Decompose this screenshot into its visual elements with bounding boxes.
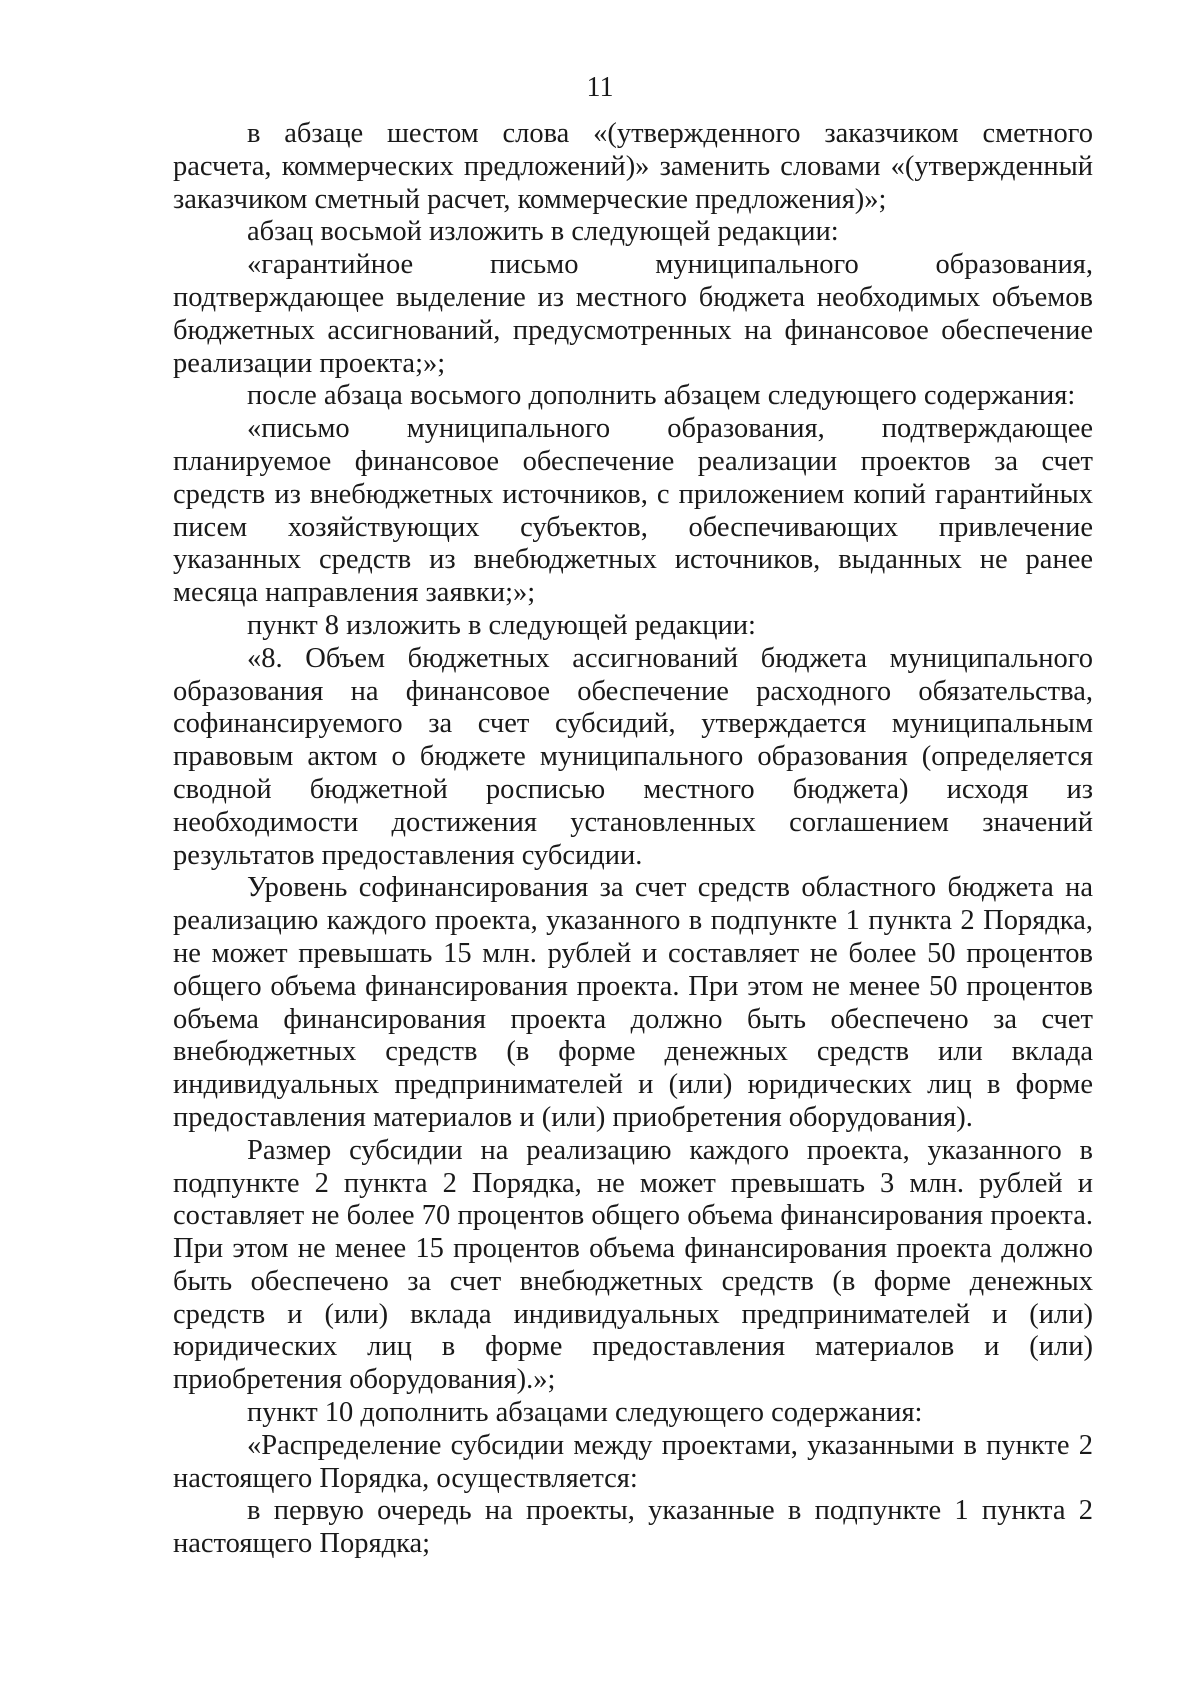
page-number: 11 [586, 72, 614, 103]
paragraph: в абзаце шестом слова «(утвержденного заказчиком сметного расчета, коммерческих предложений)» заменить словами «(утвержденный заказчиком сметный расчет, коммерческие предложения)»; [173, 118, 1093, 215]
paragraph: после абзаца восьмого дополнить абзацем следующего содержания: [247, 380, 1076, 412]
paragraph: Размер субсидии на реализацию каждого проекта, указанного в подпункте 2 пункта 2 Порядка, не может превышать 3 млн. рублей и составляет не более 70 процентов общего объема финансирования проекта. При этом не менее 15 процентов объема финансирования проекта должно быть обеспечено за счет внебюджетных средств (в форме денежных средств и (или) вклада индивидуальных предпринимателей и (или) юридических лиц в форме предоставления материалов и (или) приобретения оборудования).»; [173, 1134, 1093, 1396]
paragraph: абзац восьмой изложить в следующей редакции: [247, 216, 839, 248]
paragraph: Уровень софинансирования за счет средств областного бюджета на реализацию каждого проекта, указанного в подпункте 1 пункта 2 Порядка, не может превышать 15 млн. рублей и составляет не более 50 процентов общего объема финансирования проекта. При этом не менее 50 процентов объема финансирования проекта должно быть обеспечено за счет внебюджетных средств (в форме денежных средств или вклада индивидуальных предпринимателей и (или) юридических лиц в форме предоставления материалов и (или) приобретения оборудования). [173, 872, 1093, 1133]
paragraph: «гарантийное письмо муниципального образования, подтверждающее выделение из местного бюджета необходимых объемов бюджетных ассигнований, предусмотренных на финансовое обеспечение реализации проекта;»; [173, 249, 1093, 379]
paragraph: «Распределение субсидии между проектами, указанными в пункте 2 настоящего Порядка, осуществляется: [173, 1429, 1093, 1494]
paragraph: «8. Объем бюджетных ассигнований бюджета муниципального образования на финансовое обеспечение расходного обязательства, софинансируемого за счет субсидий, утверждается муниципальным правовым актом о бюджете муниципального образования (определяется сводной бюджетной росписью местного бюджета) исходя из необходимости достижения установленных соглашением значений результатов предоставления субсидии. [173, 642, 1093, 871]
paragraph: пункт 8 изложить в следующей редакции: [247, 609, 756, 641]
document-body [173, 118, 1093, 1561]
paragraph: пункт 10 дополнить абзацами следующего содержания: [247, 1397, 923, 1429]
paragraph: «письмо муниципального образования, подтверждающее планируемое финансовое обеспечение реализации проектов за счет средств из внебюджетных источников, с приложением копий гарантийных писем хозяйствующих субъектов, обеспечивающих привлечение указанных средств из внебюджетных источников, выданных не ранее месяца направления заявки;»; [173, 413, 1093, 609]
paragraph: в первую очередь на проекты, указанные в подпункте 1 пункта 2 настоящего Порядка; [173, 1495, 1093, 1560]
